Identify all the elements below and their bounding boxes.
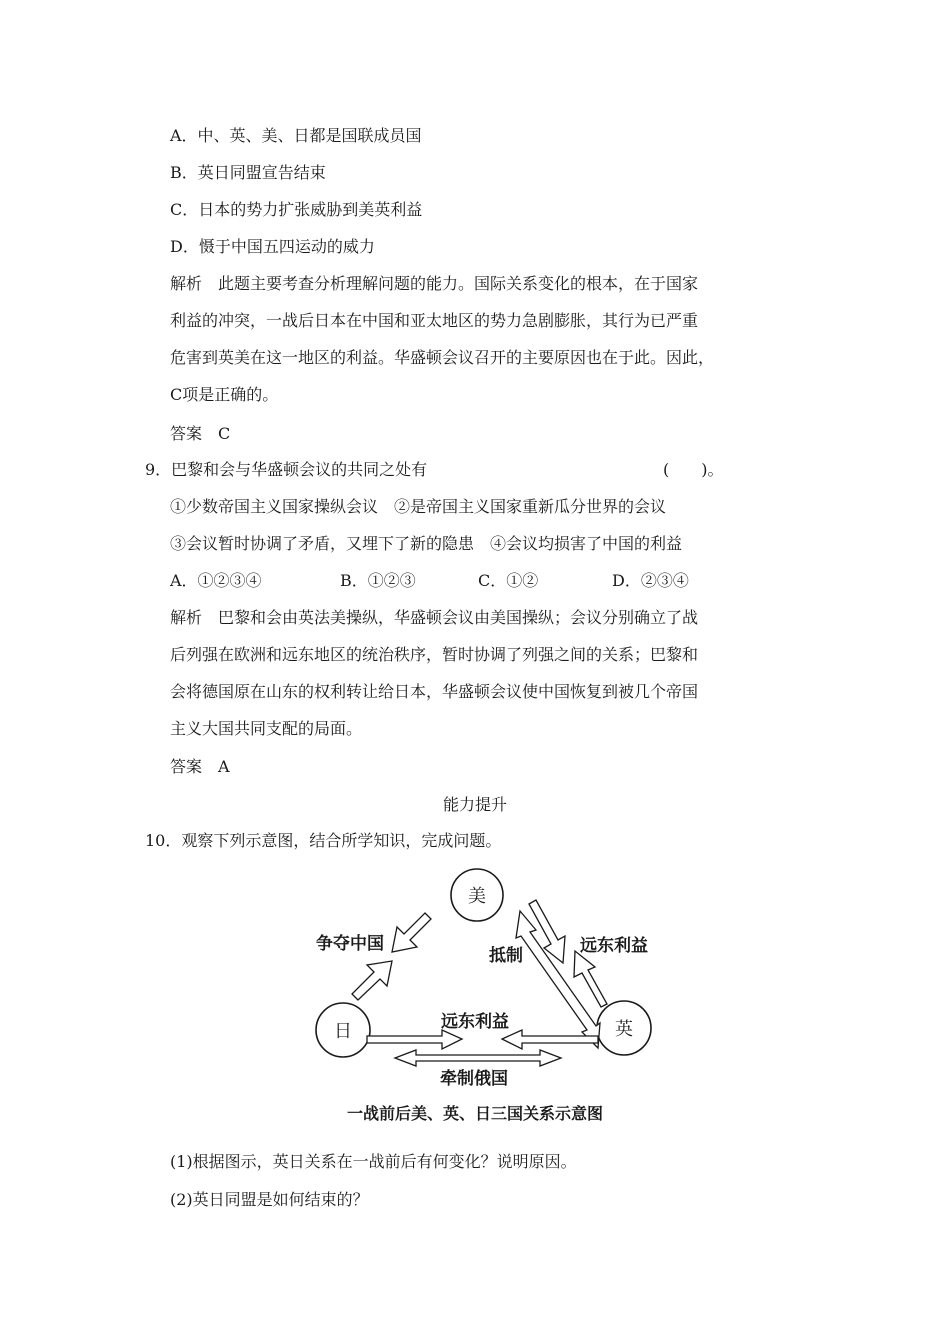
diagram-caption: 一战前后美、英、日三国关系示意图: [346, 1104, 603, 1123]
q10-stem: 10．观察下列示意图，结合所学知识，完成问题。: [145, 831, 502, 850]
label-far-east-bottom: 远东利益: [441, 1012, 509, 1032]
q9-choice-b: B．①②③: [340, 571, 416, 590]
label-contend-china: 争夺中国: [316, 934, 384, 954]
arrow-uk-us-icon: [574, 951, 607, 1007]
q9-choice-d: D．②③④: [612, 571, 689, 590]
q10-question-2: (2)英日同盟是如何结束的？: [170, 1190, 369, 1209]
arrow-japan-contend-icon: [352, 961, 392, 1000]
relations-diagram: [300, 866, 670, 1096]
q8-analysis-line: 利益的冲突，一战后日本在中国和亚太地区的势力急剧膨胀，其行为已严重: [170, 311, 699, 330]
label-far-east-right: 远东利益: [580, 936, 648, 956]
q8-option-d: D．慑于中国五四运动的威力: [170, 237, 375, 256]
q9-stem: 9．巴黎和会与华盛顿会议的共同之处有: [145, 460, 428, 479]
arrow-restrain-russia-icon: [395, 1050, 561, 1066]
q9-analysis-line: 后列强在欧洲和远东地区的统治秩序，暂时协调了列强之间的关系；巴黎和: [170, 645, 699, 664]
q9-statement: ①少数帝国主义国家操纵会议 ②是帝国主义国家重新瓜分世界的会议: [170, 497, 667, 516]
node-us: [451, 869, 503, 921]
label-contain: 抵制: [489, 946, 523, 966]
q9-statement: ③会议暂时协调了矛盾，又埋下了新的隐患 ④会议均损害了中国的利益: [170, 534, 683, 553]
q9-choice-c: C．①②: [478, 571, 539, 590]
q9-answer-paren: ( )。: [663, 460, 724, 479]
label-restrain-russia: 牵制俄国: [440, 1069, 508, 1089]
q10-question-1: (1)根据图示，英日关系在一战前后有何变化？说明原因。: [170, 1152, 577, 1171]
q8-analysis-line: C项是正确的。: [170, 385, 279, 404]
node-uk-label: 英: [615, 1019, 633, 1040]
q9-analysis-line: 解析 巴黎和会由英法美操纵，华盛顿会议由美国操纵；会议分别确立了战: [170, 608, 699, 627]
q8-option-b: B．英日同盟宣告结束: [170, 163, 326, 182]
q8-analysis-line: 解析 此题主要考查分析理解问题的能力。国际关系变化的根本，在于国家: [170, 274, 699, 293]
q8-answer: 答案 C: [170, 424, 231, 443]
q9-analysis-line: 主义大国共同支配的局面。: [170, 719, 363, 738]
arrow-japan-uk-icon: [367, 1030, 462, 1049]
section-title: 能力提升: [442, 795, 507, 814]
arrow-us-contend-icon: [392, 913, 431, 952]
q9-answer: 答案 A: [170, 757, 230, 776]
node-japan: [316, 1003, 370, 1057]
q8-option-c: C．日本的势力扩张威胁到美英利益: [170, 200, 423, 219]
node-uk: [597, 1001, 651, 1055]
q8-analysis-line: 危害到英美在这一地区的利益。华盛顿会议召开的主要原因也在于此。因此，: [170, 348, 715, 367]
q9-choice-a: A．①②③④: [170, 571, 262, 590]
node-japan-label: 日: [334, 1021, 352, 1042]
q8-option-a: A．中、英、美、日都是国联成员国: [170, 126, 422, 145]
node-us-label: 美: [468, 886, 486, 907]
q9-analysis-line: 会将德国原在山东的权利转让给日本，华盛顿会议使中国恢复到被几个帝国: [170, 682, 699, 701]
